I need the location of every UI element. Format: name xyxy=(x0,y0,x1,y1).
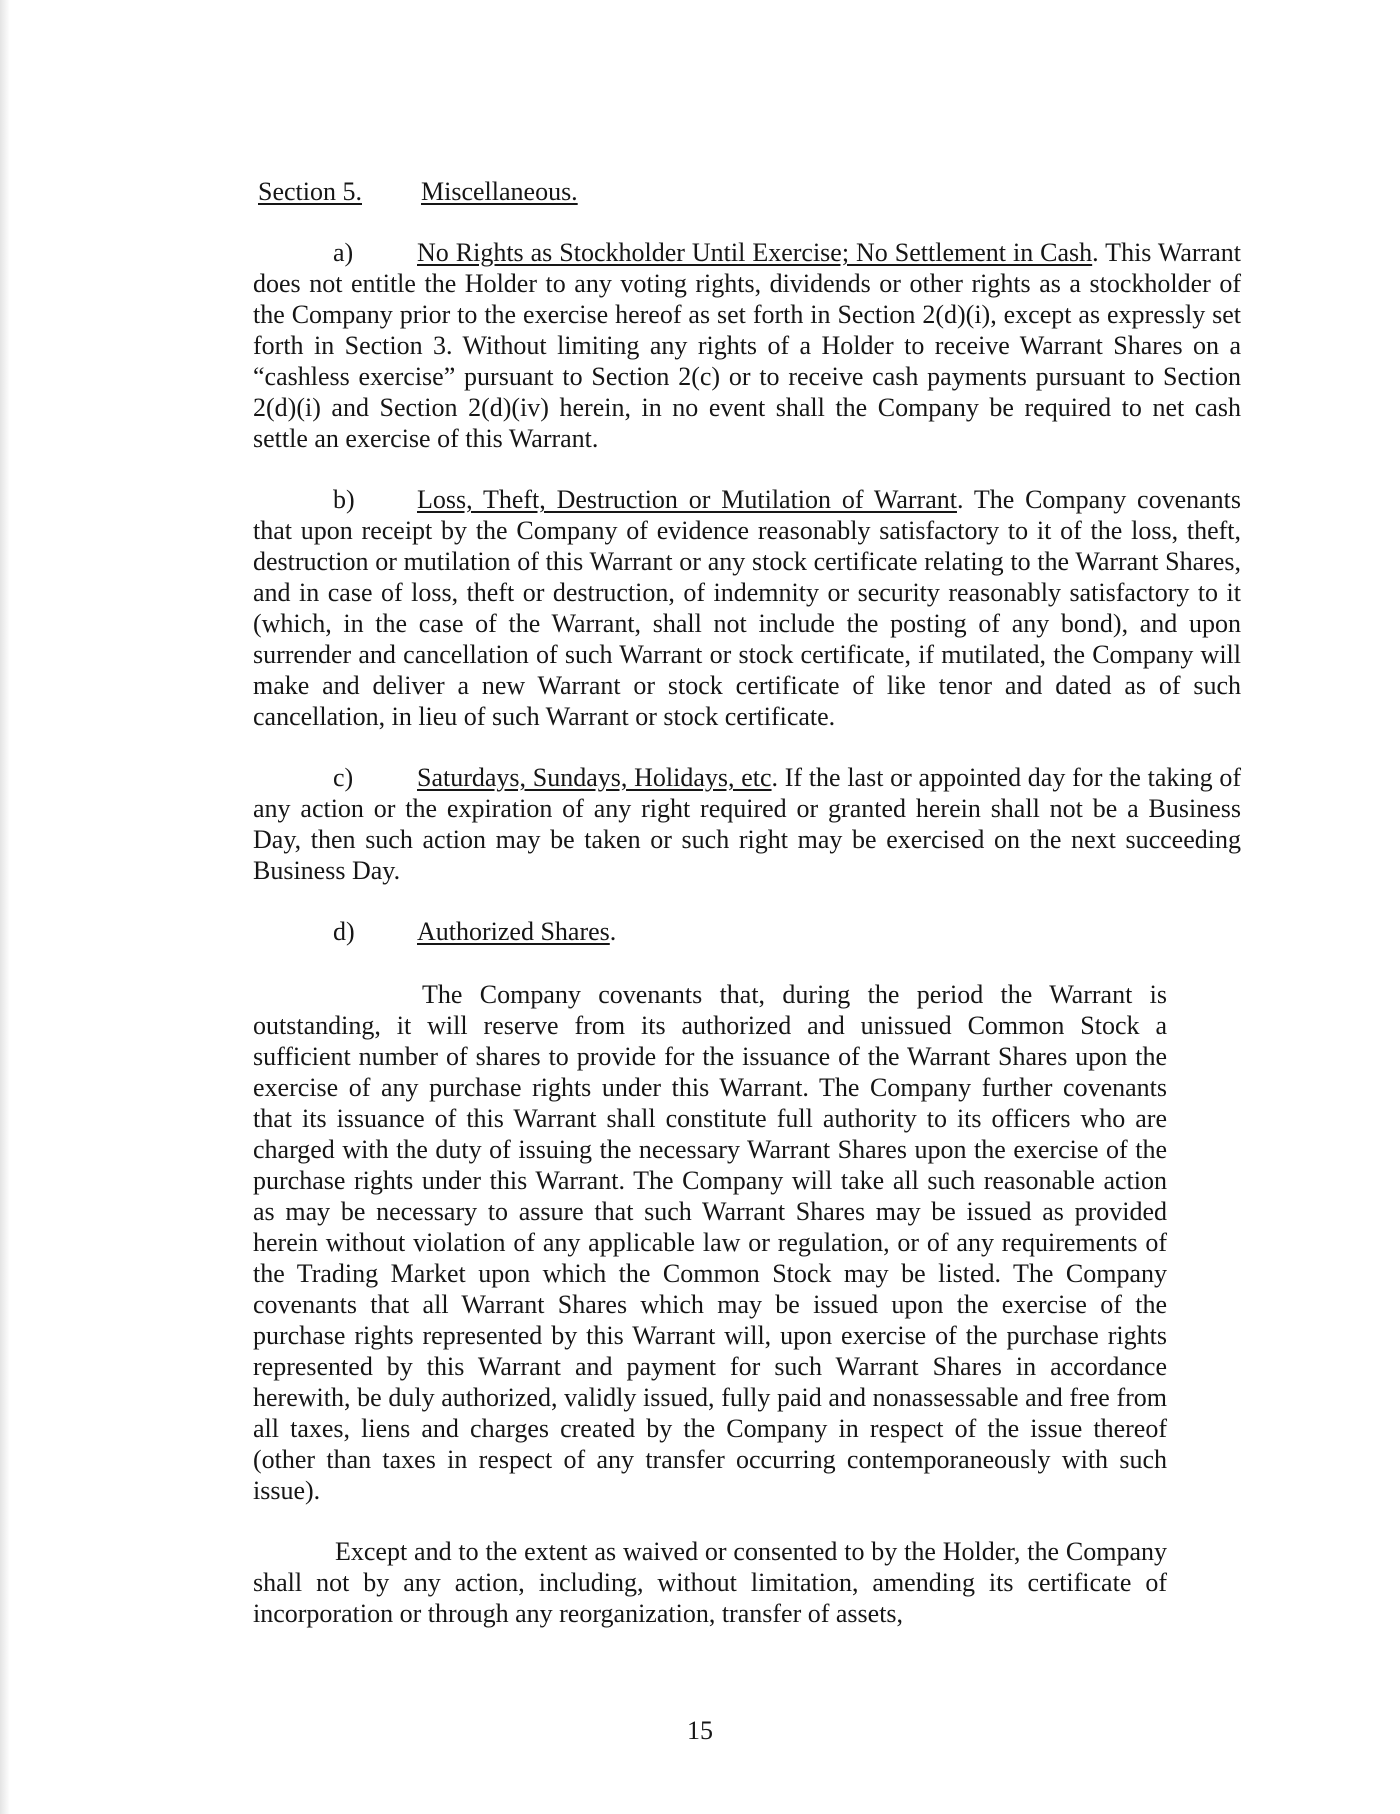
item-a-heading: No Rights as Stockholder Until Exercise; No Settlement in Cash xyxy=(417,238,1093,267)
section-title: Miscellaneous. xyxy=(421,177,578,206)
section-heading xyxy=(258,176,1241,207)
item-d-heading-line xyxy=(253,916,1241,947)
item-d-heading: Authorized Shares xyxy=(417,917,610,946)
item-c-letter: c) xyxy=(333,763,354,792)
item-a-letter: a) xyxy=(333,238,354,267)
item-a-paragraph xyxy=(253,237,1241,454)
item-b-heading: Loss, Theft, Destruction or Mutilation of Warrant xyxy=(417,485,957,514)
item-d-heading-suffix: . xyxy=(609,917,617,946)
item-b-paragraph xyxy=(253,484,1241,732)
item-b-body: . The Company covenants that upon receipt by the Company of evidence reasonably satisfactory to it of the loss, theft, destruction or mutilation of this Warrant or any stock certificate relating to the Warrant Shares, and in case of loss, theft or destruction, of indemnity or security reasonably satisfactory to it (which, in the case of the Warrant, shall not include the posting of any bond), and upon surrender and cancellation of such Warrant or stock certificate, if mutilated, the Company will make and deliver a new Warrant or stock certificate of like tenor and dated as of such cancellation, in lieu of such Warrant or stock certificate. xyxy=(253,485,1241,731)
item-d-paragraph-1: The Company covenants that, during the period the Warrant is outstanding, it will reserve from its authorized and unissued Common Stock a sufficient number of shares to provide for the issuance of the Warrant Shares upon the exercise of any purchase rights under this Warrant. The Company further covenants that its issuance of this Warrant shall constitute full authority to its officers who are charged with the duty of issuing the necessary Warrant Shares upon the exercise of the purchase rights under this Warrant. The Company will take all such reasonable action as may be necessary to assure that such Warrant Shares may be issued as provided herein without violation of any applicable law or regulation, or of any requirements of the Trading Market upon which the Common Stock may be listed. The Company covenants that all Warrant Shares which may be issued upon the exercise of the purchase rights represented by this Warrant will, upon exercise of the purchase rights represented by this Warrant and payment for such Warrant Shares in accordance herewith, be duly authorized, validly issued, fully paid and nonassessable and free from all taxes, liens and charges created by the Company in respect of the issue thereof (other than taxes in respect of any transfer occurring contemporaneously with such issue). xyxy=(253,980,1167,1505)
item-a-body: . This Warrant does not entitle the Holder to any voting rights, dividends or other rights as a stockholder of the Company prior to the exercise hereof as set forth in Section 2(d)(i), except as expressly set forth in Section 3. Without limiting any rights of a Holder to receive Warrant Shares on a “cashless exercise” pursuant to Section 2(c) or to receive cash payments pursuant to Section 2(d)(i) and Section 2(d)(iv) herein, in no event shall the Company be required to net cash settle an exercise of this Warrant. xyxy=(253,238,1241,453)
scan-edge-shadow xyxy=(0,0,10,1814)
item-d-paragraph-2: Except and to the extent as waived or consented to by the Holder, the Company shall not by any action, including, without limitation, amending its certificate of incorporation or through any reorganization, transfer of assets, xyxy=(253,1537,1167,1628)
item-b-letter: b) xyxy=(333,485,355,514)
item-c-paragraph xyxy=(253,762,1241,886)
item-c-body: . If the last or appointed day for the taking of any action or the expiration of any right required or granted herein shall not be a Business Day, then such action may be taken or such right may be exercised on the next succeeding Business Day. xyxy=(253,763,1242,885)
page-number: 15 xyxy=(687,1716,713,1745)
item-c-heading: Saturdays, Sundays, Holidays, etc xyxy=(417,763,772,792)
item-d-letter: d) xyxy=(333,917,355,946)
section-number: Section 5. xyxy=(258,177,362,206)
document-body xyxy=(253,176,1241,1659)
